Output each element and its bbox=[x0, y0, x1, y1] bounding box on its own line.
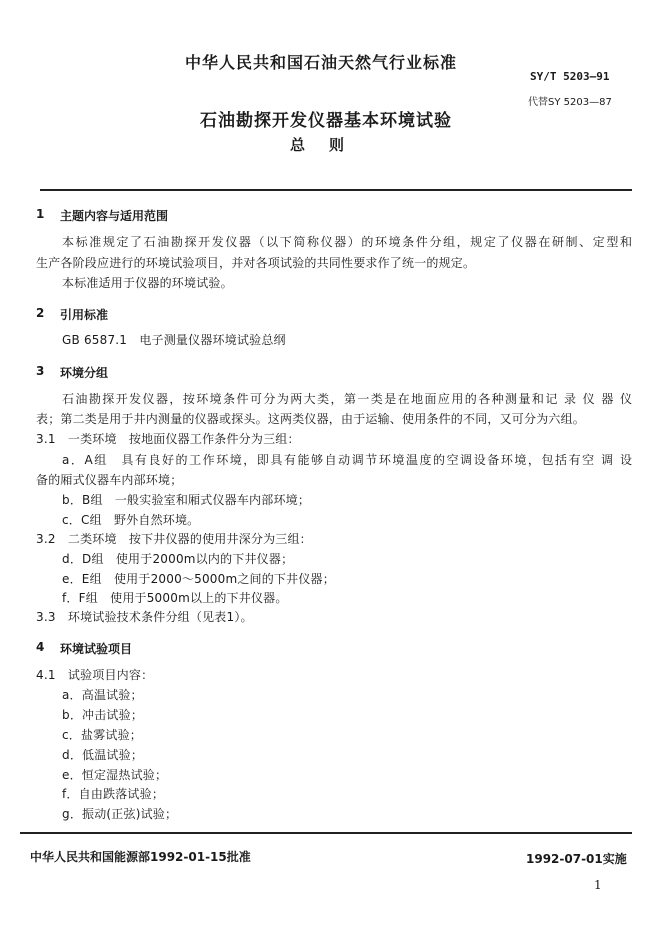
group-c: c．C组 野外自然环境。 bbox=[62, 513, 200, 527]
section-3-title: 环境分组 bbox=[60, 366, 109, 380]
section-4-title: 环境试验项目 bbox=[60, 642, 133, 656]
section-1-scope: 本标准适用于仪器的环境试验。 bbox=[62, 276, 233, 290]
group-a-line-1: a．A组 具有良好的工作环境，即具有能够自动调节环境温度的空调设备环境，包括有空 调 设 bbox=[62, 453, 632, 467]
clause-3-3: 3.3 环境试验技术条件分组（见表1）。 bbox=[36, 610, 253, 624]
issuing-organization: 中华人民共和国石油天然气行业标准 bbox=[185, 53, 458, 72]
test-item: b．冲击试验； bbox=[62, 708, 144, 722]
test-item: c．盐雾试验； bbox=[62, 728, 142, 742]
section-2-number: 2 bbox=[36, 306, 45, 320]
approval-line: 中华人民共和国能源部1992-01-15批准 bbox=[30, 850, 251, 864]
group-f: f．F组 使用于5000m以上的下井仪器。 bbox=[62, 591, 288, 605]
clause-4-1: 4.1 试验项目内容： bbox=[36, 668, 154, 682]
test-item: g．振动(正弦)试验； bbox=[62, 807, 178, 821]
test-item: e．恒定湿热试验； bbox=[62, 768, 168, 782]
group-d: d．D组 使用于2000m以内的下井仪器； bbox=[62, 552, 294, 566]
test-item: a．高温试验； bbox=[62, 688, 143, 702]
clause-3-1: 3.1 一类环境 按地面仪器工作条件分为三组： bbox=[36, 432, 300, 446]
group-e: e．E组 使用于2000～5000m之间的下井仪器； bbox=[62, 572, 335, 586]
section-1-paragraph-line-2: 生产各阶段应进行的环境试验项目，并对各项试验的共同性要求作了统一的规定。 bbox=[36, 256, 476, 270]
section-2-title: 引用标准 bbox=[60, 308, 109, 322]
reference-standard: GB 6587.1 电子测量仪器环境试验总纲 bbox=[62, 333, 286, 347]
group-a-line-2: 备的厢式仪器车内部环境； bbox=[36, 473, 183, 487]
page-number: 1 bbox=[594, 878, 602, 892]
replaces-standard: 代替SY 5203—87 bbox=[528, 97, 612, 108]
section-1-number: 1 bbox=[36, 207, 45, 221]
group-b: b．B组 一般实验室和厢式仪器车内部环境； bbox=[62, 493, 311, 507]
effective-date: 1992-07-01实施 bbox=[526, 852, 627, 866]
footer-divider bbox=[20, 832, 632, 834]
test-item: d．低温试验； bbox=[62, 748, 144, 762]
section-4-number: 4 bbox=[36, 640, 45, 654]
section-3-paragraph-line-2: 表；第二类是用于井内测量的仪器或探头。这两类仪器，由于运输、使用条件的不同，又可分为六组。 bbox=[36, 412, 586, 426]
document-subtitle: 总则 bbox=[290, 136, 369, 154]
section-3-number: 3 bbox=[36, 364, 45, 378]
document-title: 石油勘探开发仪器基本环境试验 bbox=[200, 111, 452, 131]
section-1-paragraph-line-1: 本标准规定了石油勘探开发仪器（以下简称仪器）的环境条件分组，规定了仪器在研制、定型和 bbox=[62, 235, 632, 249]
clause-3-2: 3.2 二类环境 按下井仪器的使用井深分为三组： bbox=[36, 532, 312, 546]
section-1-title: 主题内容与适用范围 bbox=[60, 209, 169, 223]
standard-number: SY/T 5203—91 bbox=[530, 70, 610, 83]
header-divider bbox=[40, 189, 632, 191]
section-3-paragraph-line-1: 石油勘探开发仪器，按环境条件可分为两大类，第一类是在地面应用的各种测量和记 录 仪 器 仪 bbox=[62, 392, 632, 406]
test-item: f．自由跌落试验； bbox=[62, 787, 165, 801]
